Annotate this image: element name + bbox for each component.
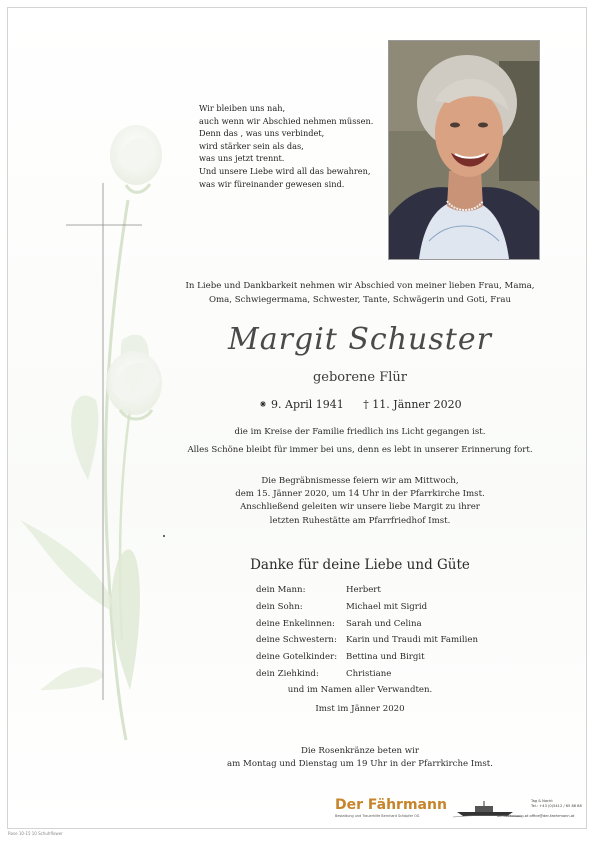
rosary-line: am Montag und Dienstag um 19 Uhr in der Pfarrkirche Imst. <box>227 759 493 770</box>
web-contact: der-faehrmann.at office@der-faehrmann.at <box>497 814 575 818</box>
family-relation: deine Schwestern: <box>256 635 337 646</box>
poem-line: Und unsere Liebe wird all das bewahren, <box>199 165 371 176</box>
thanks-heading: Danke für deine Liebe und Güte <box>250 557 470 573</box>
rosary-text <box>155 745 565 772</box>
family-row <box>256 599 478 616</box>
family-names: Michael mit Sigrid <box>346 601 428 612</box>
family-names: Sarah und Celina <box>346 618 422 629</box>
contact-info <box>531 799 582 809</box>
poem-line: was wir füreinander gewesen sind. <box>199 178 345 189</box>
family-relation: dein Sohn: <box>256 601 303 612</box>
family-row <box>256 582 478 599</box>
family-names: Bettina und Birgit <box>346 652 425 663</box>
family-relation: deine Gotelkinder: <box>256 652 338 663</box>
family-row <box>256 666 478 683</box>
birth-date: ⁕ 9. April 1941 <box>258 398 344 411</box>
mass-line: letzten Ruhestätte am Pfarrfriedhof Imst. <box>269 515 451 526</box>
family-row <box>256 632 478 649</box>
deceased-name: Margit Schuster <box>228 322 492 357</box>
portrait-photo <box>388 40 540 260</box>
mass-line: Die Begräbnismesse feiern wir am Mittwoch, <box>261 476 459 486</box>
family-names: Karin und Traudi mit Familien <box>346 635 479 646</box>
passing-line: Alles Schöne bleibt für immer bei uns, denn es lebt in unserer Erinnerung fort. <box>187 445 533 456</box>
place-date: Imst im Jänner 2020 <box>315 704 405 714</box>
intro-text <box>155 279 565 307</box>
intro-line: In Liebe und Dankbarkeit nehmen wir Abschied von meiner lieben Frau, Mama, <box>185 281 535 291</box>
family-list <box>256 582 478 683</box>
mass-line: Anschließend geleiten wir unsere liebe Margit zu ihrer <box>240 502 480 513</box>
funeral-home-footer <box>335 797 580 825</box>
family-extra: und im Namen aller Verwandten. <box>287 685 433 695</box>
brand-logo: Der Fährmann <box>335 797 447 813</box>
poem-line: Wir bleiben uns nah, <box>199 103 286 113</box>
life-dates <box>155 398 565 411</box>
poem-line: was uns jetzt trennt. <box>199 153 285 164</box>
funeral-mass-text <box>155 475 565 528</box>
family-names: Christiane <box>346 668 392 679</box>
family-names: Herbert <box>346 585 381 595</box>
poem-line: wird stärker sein als das, <box>199 140 304 151</box>
death-date: † 11. Jänner 2020 <box>363 398 462 411</box>
family-row <box>256 616 478 633</box>
rosary-line: Die Rosenkränze beten wir <box>300 746 420 756</box>
family-relation: dein Mann: <box>256 585 306 595</box>
contact-line: Tel.: +43 (0)5412 / 65 88 88 <box>531 804 582 808</box>
brand-subtitle: Bestattung und Trauerhilfe Bernhard Schöpfer OG <box>335 814 420 818</box>
passing-line: die im Kreise der Familie friedlich ins Licht gegangen ist. <box>234 427 486 437</box>
family-row <box>256 649 478 666</box>
family-relation: deine Enkelinnen: <box>256 618 335 629</box>
family-relation: dein Ziehkind: <box>256 668 319 679</box>
maiden-name: geborene Flür <box>312 370 408 385</box>
contact-line: Tag & Nacht <box>531 799 553 803</box>
mass-line: dem 15. Jänner 2020, um 14 Uhr in der Pfarrkirche Imst. <box>235 489 485 500</box>
dot <box>163 535 165 537</box>
passing-text <box>155 426 565 457</box>
poem-line: Denn das , was uns verbindet, <box>199 128 325 139</box>
poem <box>199 102 399 190</box>
imprint-text: Rose 10-15 10 Schuhflower <box>8 831 63 836</box>
intro-line: Oma, Schwiegermama, Schwester, Tante, Schwägerin und Goti, Frau <box>208 295 512 305</box>
poem-line: auch wenn wir Abschied nehmen müssen. <box>199 115 374 126</box>
